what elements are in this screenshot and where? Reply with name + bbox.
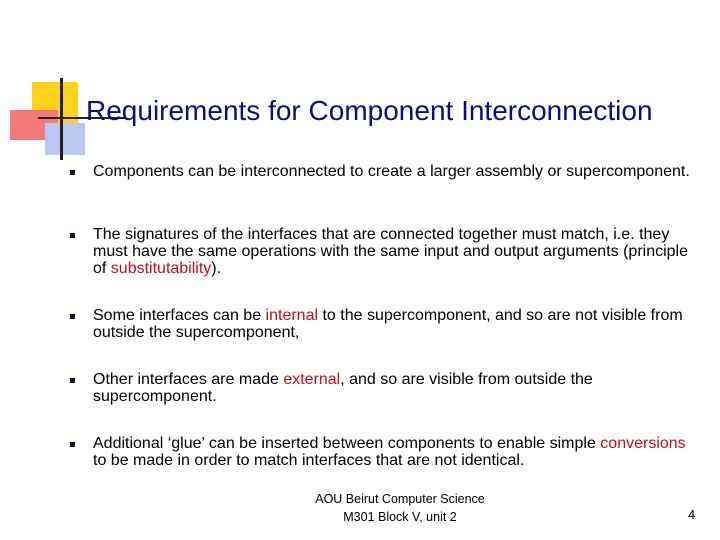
bullet-part: ). — [211, 260, 222, 277]
bullet-part: to the supercomponent, and so are not visible from outside the supercomponent, — [93, 307, 683, 341]
footer-line-2: M301 Block V, unit 2 — [343, 510, 457, 524]
bullet-text — [93, 226, 693, 277]
page-number: 4 — [688, 507, 696, 522]
bullet-marker — [70, 442, 75, 447]
highlight-term: external — [283, 371, 341, 388]
highlight-term: substitutability — [110, 260, 212, 277]
bullet-marker — [70, 233, 75, 238]
highlight-term: internal — [265, 307, 319, 324]
bullet-marker — [70, 314, 75, 319]
bullet-text — [93, 163, 693, 180]
bullet-text — [93, 371, 693, 405]
bullet-marker — [70, 378, 75, 383]
bullet-part: Some interfaces can be — [93, 307, 266, 324]
bullet-part: The signatures of the interfaces that are connected together must match, i.e. they must have the same operations with the same input and output arguments (principle of — [93, 226, 688, 277]
bullet-text — [93, 307, 693, 341]
bullet-part: Other interfaces are made — [93, 371, 284, 388]
footer-line-1: AOU Beirut Computer Science — [315, 492, 485, 506]
highlight-term: conversions — [600, 435, 686, 452]
slide-footer — [300, 490, 500, 526]
bullet-part: , and so are visible from outside the supercomponent. — [93, 371, 593, 405]
bullet-part: Components can be interconnected to create a larger assembly or supercomponent. — [93, 163, 690, 180]
bullet-part: Additional ‘glue’ can be inserted between components to enable simple — [93, 435, 601, 452]
bullet-part: to be made in order to match interfaces that are not identical. — [93, 452, 525, 469]
bullet-text — [93, 435, 693, 469]
slide-title: Requirements for Component Interconnection — [86, 95, 653, 126]
bullet-marker — [70, 170, 75, 175]
